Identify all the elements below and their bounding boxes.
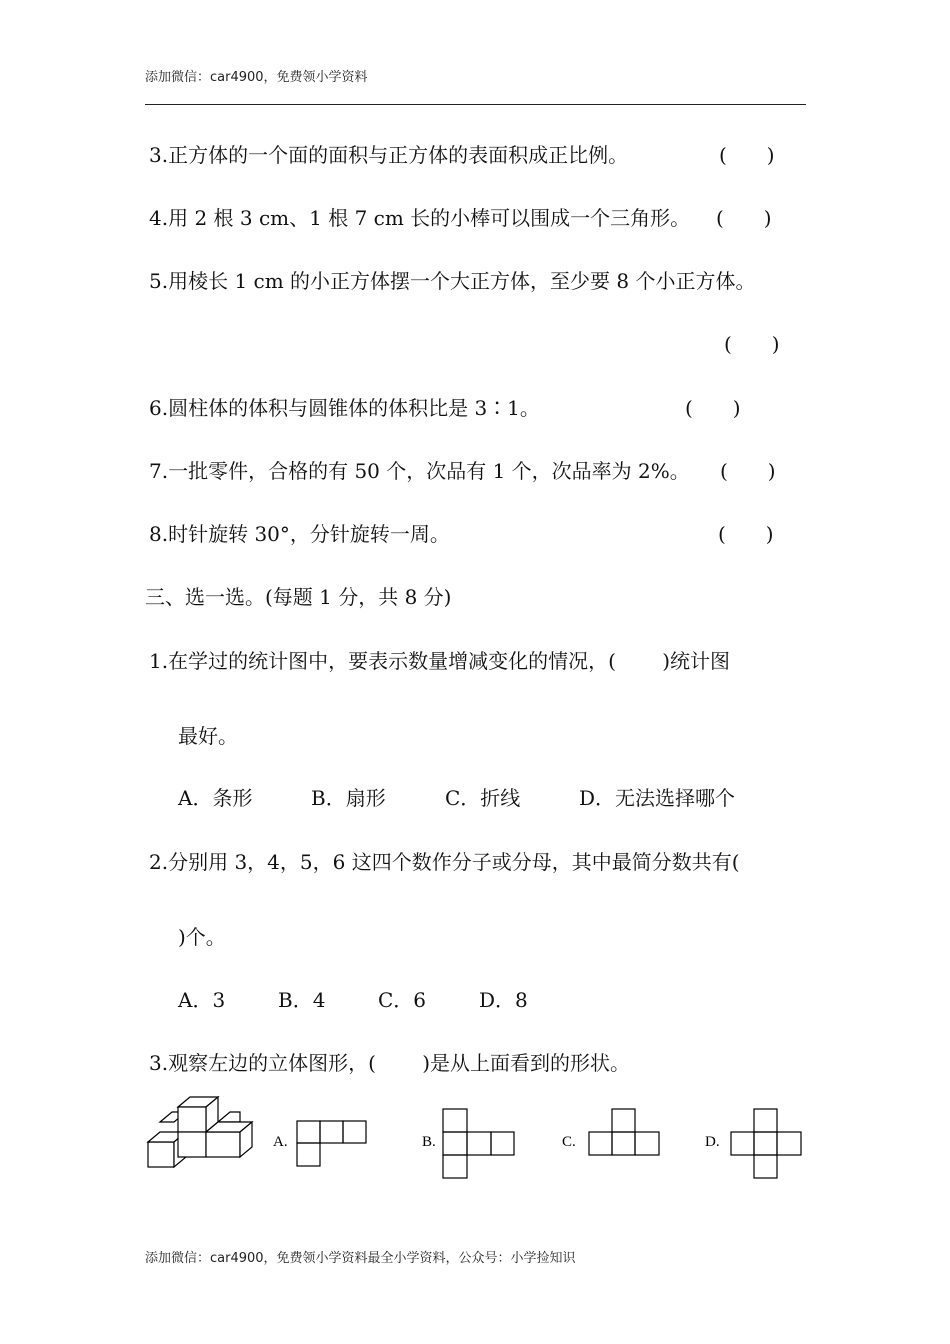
option-1b[interactable]: B．扇形: [311, 786, 386, 810]
answer-paren-4[interactable]: ( ): [716, 206, 772, 230]
cube-solid-figure: [148, 1097, 252, 1167]
choice-item-1: 1.在学过的统计图中，要表示数量增减变化的情况，( )统计图: [149, 649, 731, 673]
header-divider: [145, 104, 806, 105]
option-1a[interactable]: A．条形: [178, 786, 253, 810]
answer-paren-7[interactable]: ( ): [720, 459, 776, 483]
figure-label-a: A.: [273, 1134, 288, 1150]
judge-item-5: 5.用棱长 1 cm 的小正方体摆一个大正方体，至少要 8 个小正方体。: [149, 269, 756, 293]
option-1d[interactable]: D．无法选择哪个: [579, 786, 736, 810]
judge-item-3: 3.正方体的一个面的面积与正方体的表面积成正比例。: [149, 143, 629, 167]
option-b-grid[interactable]: [443, 1109, 514, 1178]
option-a-grid[interactable]: [297, 1121, 366, 1166]
figure-label-d: D.: [705, 1134, 720, 1150]
figure-cubes-and-views: [140, 1090, 810, 1190]
judge-item-6: 6.圆柱体的体积与圆锥体的体积比是 3∶1。: [149, 396, 540, 420]
choice-item-2-cont: )个。: [178, 925, 226, 949]
option-1c[interactable]: C．折线: [445, 786, 521, 810]
choice-item-3: 3.观察左边的立体图形，( )是从上面看到的形状。: [149, 1051, 631, 1075]
answer-paren-3[interactable]: ( ): [719, 143, 775, 167]
figure-label-c: C.: [562, 1134, 576, 1150]
option-c-grid[interactable]: [589, 1109, 659, 1155]
choice-item-1-cont: 最好。: [178, 724, 238, 748]
judge-item-4: 4.用 2 根 3 cm、1 根 7 cm 长的小棒可以围成一个三角形。: [149, 206, 691, 230]
page-footer: 添加微信：car4900，免费领小学资料最全小学资料，公众号：小学捡知识: [145, 1251, 576, 1266]
section-title: 三、选一选。(每题 1 分，共 8 分): [145, 585, 452, 609]
figure-label-b: B.: [422, 1134, 436, 1150]
option-2b[interactable]: B．4: [278, 988, 326, 1012]
page-header: 添加微信：car4900，免费领小学资料: [145, 70, 368, 85]
answer-paren-5[interactable]: ( ): [724, 332, 780, 356]
judge-item-7: 7.一批零件，合格的有 50 个，次品有 1 个，次品率为 2%。: [149, 459, 690, 483]
option-2c[interactable]: C．6: [378, 988, 427, 1012]
choice-item-2: 2.分别用 3，4，5，6 这四个数作分子或分母，其中最简分数共有(: [149, 850, 740, 874]
option-d-grid[interactable]: [731, 1109, 801, 1178]
option-2d[interactable]: D．8: [479, 988, 528, 1012]
option-2a[interactable]: A．3: [178, 988, 226, 1012]
judge-item-8: 8.时针旋转 30°，分针旋转一周。: [149, 522, 450, 546]
answer-paren-6[interactable]: ( ): [685, 396, 741, 420]
answer-paren-8[interactable]: ( ): [718, 522, 774, 546]
